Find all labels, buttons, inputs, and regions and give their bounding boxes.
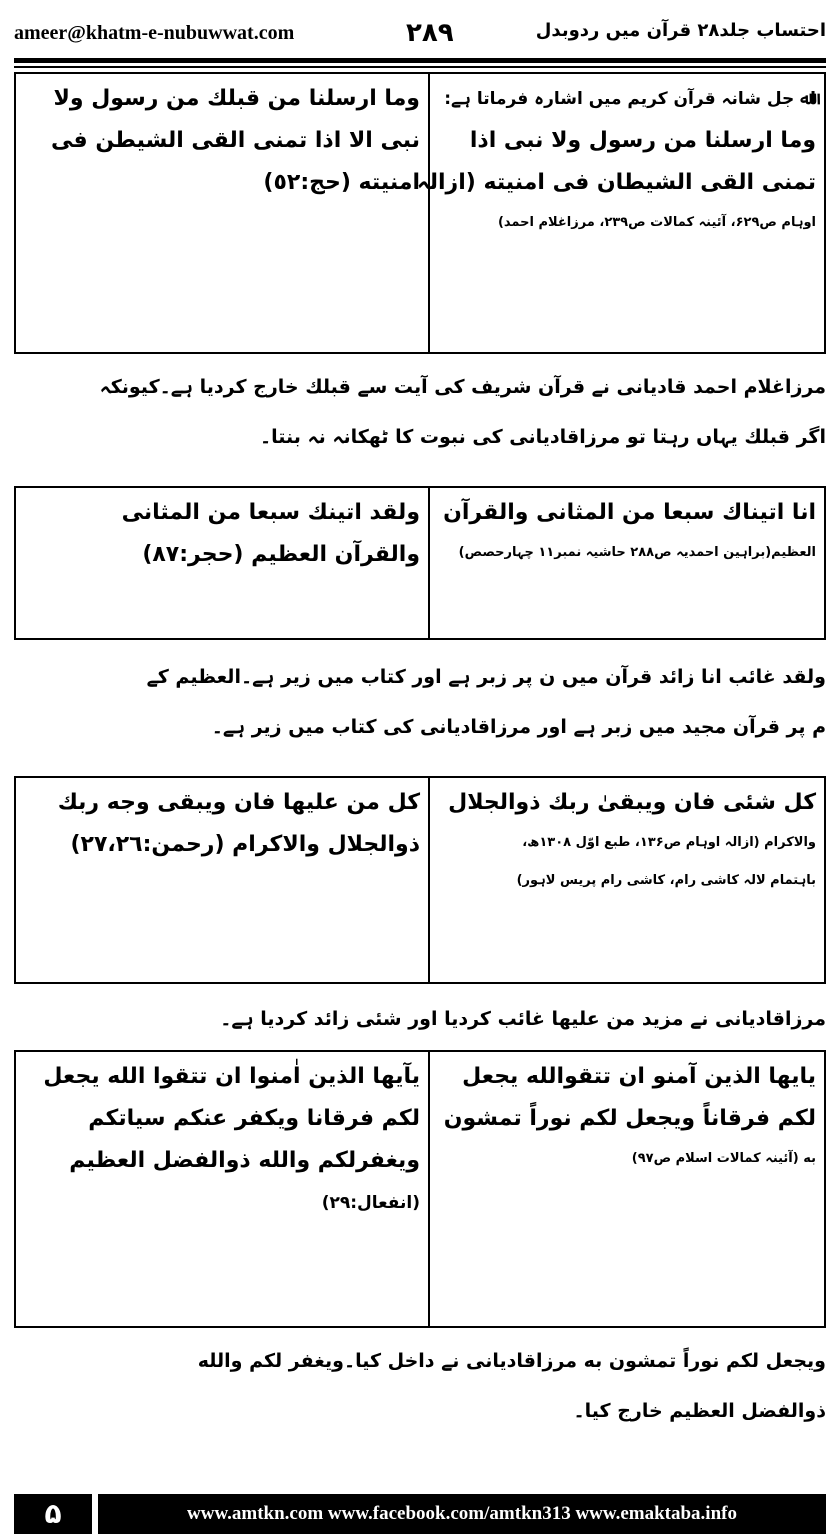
commentary-paragraph-3 — [14, 994, 826, 1044]
reference-line: به (آئینہ کمالات اسلام ص۹۷) — [631, 1151, 816, 1166]
quran-text-cell — [15, 777, 429, 983]
paragraph-line: مرزاقادیانی نے مزید من علیها غائب کردیا اور شئی زائد کردیا ہے۔ — [220, 1008, 826, 1030]
header-email: ameer@khatm-e-nubuwwat.com — [14, 22, 295, 44]
quran-line: وما ارسلنا من قبلك من رسول ولا — [53, 86, 420, 111]
reference-line: اوہام ص۶۲۹، آئینہ کمالات ص۲۳۹، مرزاغلام احمد) — [497, 215, 816, 230]
comparison-table-4 — [14, 1050, 826, 1328]
quran-line: لکم فرقانا ویکفر عنکم سیاتکم — [88, 1106, 420, 1131]
quran-text-cell — [15, 1051, 429, 1327]
paragraph-line: ذوالفضل العظیم خارج کیا۔ — [573, 1400, 826, 1422]
quran-text-cell — [15, 73, 429, 353]
footer-links: www.amtkn.com www.facebook.com/amtkn313 www.emaktaba.info — [98, 1494, 826, 1534]
paragraph-line: اگر قبلك یہاں رہتا تو مرزاقادیانی کی نبوت کا ٹھکانہ نہ بنتا۔ — [259, 426, 826, 448]
mirza-line: لکم فرقاناً ویجعل لکم نوراً تمشون — [443, 1106, 816, 1131]
reference-line: باہتمام لالہ کاشی رام، کاشی رام پریس لاہور) — [516, 873, 816, 888]
reference-line: العظیم(براہین احمدیہ ص۲۸۸ حاشیہ نمبر۱۱ چہارحصص) — [458, 545, 816, 560]
quran-line: (انفعال:٢٩) — [321, 1193, 420, 1213]
page-number: ۲۸۹ — [406, 18, 454, 48]
commentary-paragraph-2 — [14, 652, 826, 752]
quran-text-cell — [15, 487, 429, 639]
mirza-text-cell — [429, 1051, 825, 1327]
paragraph-line: مرزاغلام احمد قادیانی نے قرآن شریف کی آیت سے قبلك خارج کردیا ہے۔کیونکہ — [99, 376, 826, 398]
paragraph-line: ولقد غائب انا زائد قرآن میں ن پر زبر ہے اور کتاب میں زیر ہے۔العظیم کے — [146, 666, 826, 688]
comparison-table-2 — [14, 486, 826, 640]
quran-line: امنیته (حج:٥٢) — [263, 170, 420, 195]
mirza-text-cell — [429, 487, 825, 639]
header-rule-thin — [14, 66, 826, 68]
quran-line: ولقد اتینك سبعا من المثانی — [121, 500, 420, 525]
commentary-paragraph-1 — [14, 362, 826, 462]
quran-line: نبی الا اذا تمنی القی الشیطن فی — [51, 128, 420, 153]
intro-line: اﷲ جل شانہ قرآن کریم میں اشارہ فرماتا ہے: — [444, 89, 816, 109]
page-header — [14, 18, 826, 58]
reference-line: والاکرام (ازالہ اوہام ص۱۳۶، طبع اوّل ۱۳۰۸ھ، — [522, 835, 816, 850]
mirza-line: یایها الذین آمنو ان تتقوالله یجعل — [462, 1064, 816, 1089]
quran-line: یآیها الذین اٰمنوا ان تتقوا الله یجعل — [43, 1064, 420, 1089]
quran-line: والقرآن العظیم (حجر:٨٧) — [142, 542, 420, 567]
header-rule-thick — [14, 58, 826, 63]
comparison-table-1 — [14, 72, 826, 354]
mirza-line: تمنی القی الشیطان فی امنیته (ازالہ — [416, 170, 816, 195]
paragraph-line: ویجعل لکم نوراً تمشون به مرزاقادیانی نے داخل کیا۔ویغفر لکم والله — [197, 1350, 826, 1372]
mirza-line: انا اتیناك سبعا من المثانی والقرآن — [443, 500, 816, 525]
running-title: احتساب جلد۲۸ قرآن میں ردوبدل — [535, 20, 826, 41]
paragraph-line: م پر قرآن مجید میں زبر ہے اور مرزاقادیانی کی کتاب میں زیر ہے۔ — [211, 716, 826, 738]
quran-line: کل من علیها فان ویبقی وجه ربك — [57, 790, 420, 815]
mirza-text-cell — [429, 777, 825, 983]
quran-line: ذوالجلال والاکرام (رحمن:٢٧،٢٦) — [70, 832, 420, 857]
mirza-text-cell — [416, 73, 825, 353]
comparison-table-3 — [14, 776, 826, 984]
footer-volume-number: ۵ — [14, 1494, 92, 1534]
quran-line: ویغفرلکم والله ذوالفضل العظیم — [69, 1148, 420, 1173]
commentary-paragraph-4 — [14, 1336, 826, 1436]
mirza-line: کل شئی فان ویبقیٰ ربك ذوالجلال — [448, 790, 816, 815]
mirza-line: وما ارسلنا من رسول ولا نبی اذا — [469, 128, 816, 153]
